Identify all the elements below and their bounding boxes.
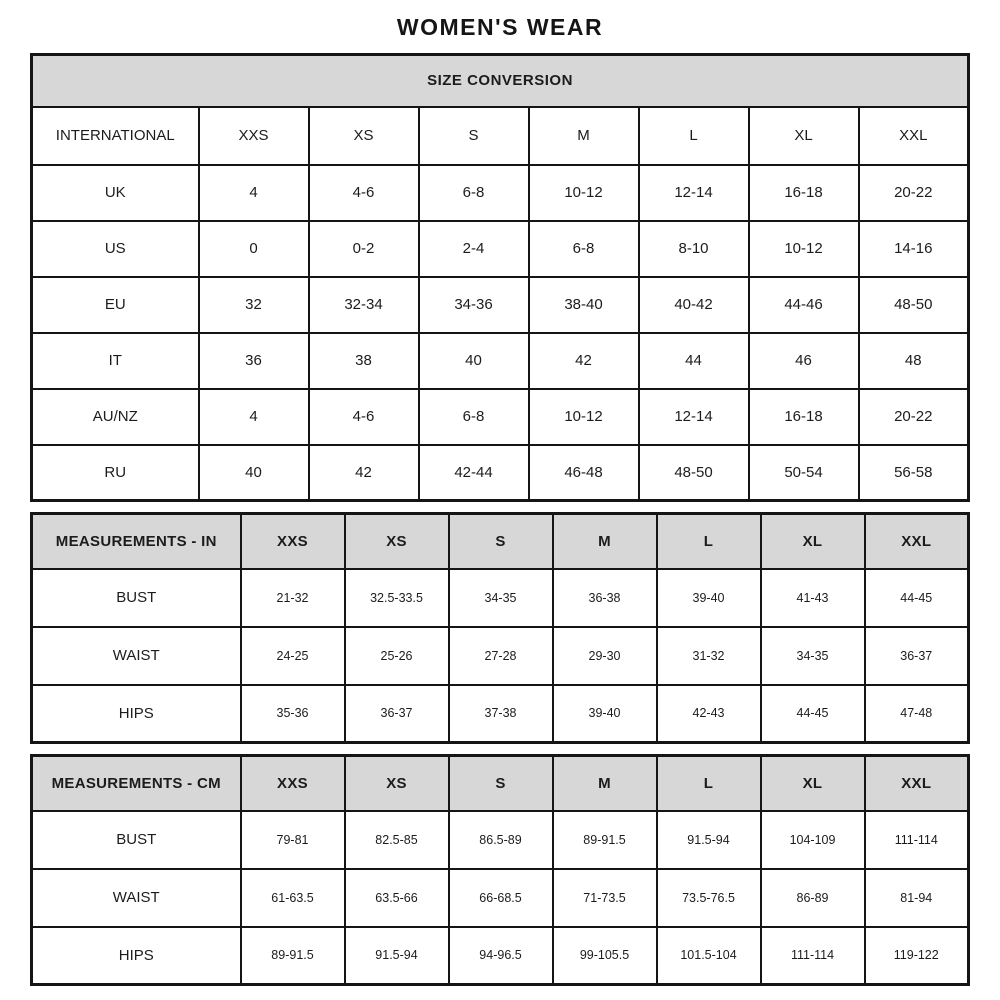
size-cell: 56-58	[859, 445, 969, 501]
size-cell: 38	[309, 333, 419, 389]
row-label-waist: WAIST	[32, 869, 241, 927]
size-col-header-m: M	[553, 756, 657, 811]
size-cell: 48-50	[639, 445, 749, 501]
measurement-cell: 71-73.5	[553, 869, 657, 927]
measurement-cell: 63.5-66	[345, 869, 449, 927]
size-cell: 44-46	[749, 277, 859, 333]
measurement-cell: 94-96.5	[449, 927, 553, 985]
measurement-cell: 119-122	[865, 927, 969, 985]
measurement-cell: 82.5-85	[345, 811, 449, 869]
row-label-us: US	[32, 221, 199, 277]
size-col-header-xs: XS	[345, 514, 449, 569]
size-cell: 0	[199, 221, 309, 277]
measurement-cell: 111-114	[865, 811, 969, 869]
table-row-bust-in	[32, 569, 969, 627]
size-cell: 12-14	[639, 165, 749, 221]
size-cell: 42	[529, 333, 639, 389]
size-cell: 40	[199, 445, 309, 501]
measurement-cell: 91.5-94	[345, 927, 449, 985]
international-header-row	[32, 107, 969, 165]
size-col-header-xl: XL	[749, 107, 859, 165]
measurement-cell: 25-26	[345, 627, 449, 685]
measurement-cell: 44-45	[865, 569, 969, 627]
size-cell: 4-6	[309, 165, 419, 221]
measurement-cell: 39-40	[657, 569, 761, 627]
size-cell: 10-12	[529, 165, 639, 221]
measurement-cell: 99-105.5	[553, 927, 657, 985]
table-row-eu	[32, 277, 969, 333]
size-conversion-title: SIZE CONVERSION	[32, 55, 969, 107]
measurement-cell: 34-35	[449, 569, 553, 627]
measurement-cell: 36-38	[553, 569, 657, 627]
size-col-header-xxs: XXS	[199, 107, 309, 165]
measurement-cell: 89-91.5	[553, 811, 657, 869]
size-cell: 44	[639, 333, 749, 389]
measurement-cell: 31-32	[657, 627, 761, 685]
size-cell: 46	[749, 333, 859, 389]
size-cell: 6-8	[419, 165, 529, 221]
measurement-cell: 34-35	[761, 627, 865, 685]
size-cell: 6-8	[529, 221, 639, 277]
size-col-header-xxs: XXS	[241, 514, 345, 569]
size-col-header-xl: XL	[761, 514, 865, 569]
measurement-cell: 41-43	[761, 569, 865, 627]
size-col-header-m: M	[553, 514, 657, 569]
size-cell: 48-50	[859, 277, 969, 333]
size-chart-page	[30, 0, 970, 986]
table-row-ru	[32, 445, 969, 501]
measurement-cell: 101.5-104	[657, 927, 761, 985]
table-row-bust-cm	[32, 811, 969, 869]
size-cell: 2-4	[419, 221, 529, 277]
size-col-header-l: L	[657, 514, 761, 569]
size-cell: 16-18	[749, 389, 859, 445]
measurement-cell: 32.5-33.5	[345, 569, 449, 627]
row-label-bust: BUST	[32, 569, 241, 627]
measurement-cell: 47-48	[865, 685, 969, 743]
measurement-cell: 86-89	[761, 869, 865, 927]
size-cell: 10-12	[529, 389, 639, 445]
size-col-header-xl: XL	[761, 756, 865, 811]
size-cell: 4-6	[309, 389, 419, 445]
measurement-cell: 29-30	[553, 627, 657, 685]
size-col-header-xxs: XXS	[241, 756, 345, 811]
size-col-header-s: S	[449, 756, 553, 811]
measurement-cell: 79-81	[241, 811, 345, 869]
size-cell: 40-42	[639, 277, 749, 333]
measurements-in-header-row	[32, 514, 969, 569]
header-label-measurements-in: MEASUREMENTS - IN	[32, 514, 241, 569]
measurement-cell: 37-38	[449, 685, 553, 743]
header-label-international: INTERNATIONAL	[32, 107, 199, 165]
row-label-bust: BUST	[32, 811, 241, 869]
measurement-cell: 27-28	[449, 627, 553, 685]
row-label-it: IT	[32, 333, 199, 389]
size-conversion-title-row	[32, 55, 969, 107]
size-cell: 34-36	[419, 277, 529, 333]
measurement-cell: 35-36	[241, 685, 345, 743]
size-cell: 0-2	[309, 221, 419, 277]
table-row-hips-in	[32, 685, 969, 743]
measurement-cell: 111-114	[761, 927, 865, 985]
header-label-measurements-cm: MEASUREMENTS - CM	[32, 756, 241, 811]
size-col-header-xxl: XXL	[865, 514, 969, 569]
size-cell: 48	[859, 333, 969, 389]
size-col-header-m: M	[529, 107, 639, 165]
measurements-in-table	[30, 512, 970, 744]
table-row-uk	[32, 165, 969, 221]
size-cell: 32-34	[309, 277, 419, 333]
size-cell: 10-12	[749, 221, 859, 277]
size-col-header-xs: XS	[309, 107, 419, 165]
size-cell: 36	[199, 333, 309, 389]
size-col-header-s: S	[449, 514, 553, 569]
row-label-hips: HIPS	[32, 685, 241, 743]
row-label-ru: RU	[32, 445, 199, 501]
size-cell: 50-54	[749, 445, 859, 501]
measurement-cell: 73.5-76.5	[657, 869, 761, 927]
measurement-cell: 21-32	[241, 569, 345, 627]
size-cell: 14-16	[859, 221, 969, 277]
size-cell: 16-18	[749, 165, 859, 221]
row-label-waist: WAIST	[32, 627, 241, 685]
measurements-cm-header-row	[32, 756, 969, 811]
size-cell: 40	[419, 333, 529, 389]
table-row-us	[32, 221, 969, 277]
table-row-hips-cm	[32, 927, 969, 985]
size-conversion-table	[30, 53, 970, 502]
measurement-cell: 36-37	[865, 627, 969, 685]
measurement-cell: 61-63.5	[241, 869, 345, 927]
size-col-header-l: L	[639, 107, 749, 165]
size-col-header-xxl: XXL	[865, 756, 969, 811]
measurement-cell: 66-68.5	[449, 869, 553, 927]
measurement-cell: 39-40	[553, 685, 657, 743]
page-title: WOMEN'S WEAR	[396, 14, 604, 40]
measurement-cell: 104-109	[761, 811, 865, 869]
measurement-cell: 89-91.5	[241, 927, 345, 985]
size-cell: 38-40	[529, 277, 639, 333]
table-row-aunz	[32, 389, 969, 445]
measurement-cell: 91.5-94	[657, 811, 761, 869]
measurement-cell: 81-94	[865, 869, 969, 927]
size-col-header-l: L	[657, 756, 761, 811]
measurements-cm-table	[30, 754, 970, 986]
row-label-aunz: AU/NZ	[32, 389, 199, 445]
size-cell: 32	[199, 277, 309, 333]
row-label-eu: EU	[32, 277, 199, 333]
size-col-header-xxl: XXL	[859, 107, 969, 165]
size-cell: 46-48	[529, 445, 639, 501]
size-cell: 42	[309, 445, 419, 501]
size-cell: 4	[199, 165, 309, 221]
measurement-cell: 36-37	[345, 685, 449, 743]
size-cell: 6-8	[419, 389, 529, 445]
measurement-cell: 86.5-89	[449, 811, 553, 869]
size-cell: 20-22	[859, 165, 969, 221]
size-cell: 42-44	[419, 445, 529, 501]
size-col-header-s: S	[419, 107, 529, 165]
size-cell: 20-22	[859, 389, 969, 445]
table-row-it	[32, 333, 969, 389]
row-label-hips: HIPS	[32, 927, 241, 985]
table-row-waist-in	[32, 627, 969, 685]
size-cell: 4	[199, 389, 309, 445]
size-col-header-xs: XS	[345, 756, 449, 811]
size-cell: 12-14	[639, 389, 749, 445]
measurement-cell: 24-25	[241, 627, 345, 685]
measurement-cell: 42-43	[657, 685, 761, 743]
row-label-uk: UK	[32, 165, 199, 221]
table-row-waist-cm	[32, 869, 969, 927]
measurement-cell: 44-45	[761, 685, 865, 743]
size-cell: 8-10	[639, 221, 749, 277]
